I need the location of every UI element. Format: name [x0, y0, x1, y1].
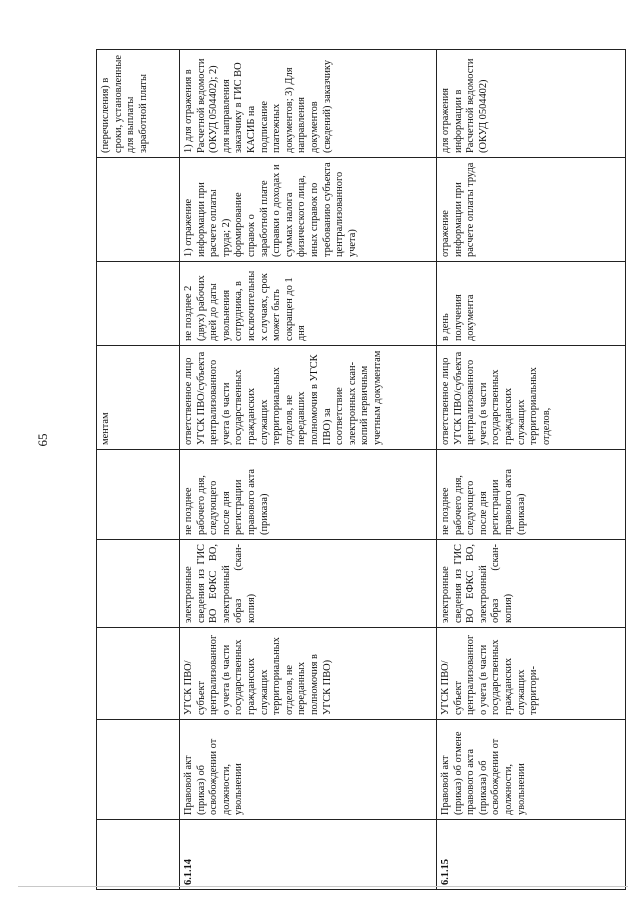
cell-name: Правовой акт (приказ) об освобождении от должности, увольнении	[180, 720, 437, 820]
document-table	[96, 49, 626, 890]
page-bottom-rule	[18, 886, 628, 887]
cell-maker: УГСК ПВО/субъект централизованного учета (в части государственных гражданских служащих территориальных отделов, не переданных полномочия в УГСК ПВО)	[180, 628, 437, 720]
cell-purpose: 1) отражение информации при расчете оплаты труда; 2) формирование справок о заработной плате (справки о доходах и суммах налога физического лица, иных справок по требованию субъекта централизованного учета)	[180, 158, 437, 262]
page-number: 65	[35, 433, 50, 447]
cell-name	[97, 720, 180, 820]
cell-result: для отражения информации в Расчетной ведомости (ОКУД 0504402)	[437, 50, 626, 158]
document-table-frame	[96, 50, 626, 890]
cell-code	[97, 820, 180, 890]
cell-process-term: не позднее 2 (двух) рабочих дней до даты увольнения сотрудника, в исключительных случаях, срок может быть сокращен до 1 дня	[180, 262, 437, 346]
cell-term: не позднее рабочего дня, следующего после дня регистрации правового акта (приказа)	[180, 450, 437, 540]
cell-receiver: ответственное лицо УГСК ПВО/субъекта централизованного учета (в части государственных гражданских служащих территориальных отделов, не передавших полномочия в УГСК ПВО) за соответствие электронных скан-копий первичным учетным документам	[180, 346, 437, 450]
cell-process-term: в день получения документа	[437, 262, 626, 346]
cell-code: 6.1.15	[437, 820, 626, 890]
cell-form: электронные сведения из ГИС ВО ЕФКС ВО, электронный образ (скан-копия)	[180, 540, 437, 628]
cell-form	[97, 540, 180, 628]
cell-code: 6.1.14	[180, 820, 437, 890]
cell-term	[97, 450, 180, 540]
cell-maker	[97, 628, 180, 720]
cell-result: (перечисления) в сроки, установленные для выплаты заработной платы	[97, 50, 180, 158]
cell-purpose	[97, 158, 180, 262]
cell-form: электронные сведения из ГИС ВО ЕФКС ВО, электронный образ (скан-копия)	[437, 540, 626, 628]
table-row	[180, 50, 437, 890]
cell-process-term	[97, 262, 180, 346]
table-row	[437, 50, 626, 890]
cell-maker: УГСК ПВО/субъект централизованного учета (в части государственных гражданских служащих территори-	[437, 628, 626, 720]
cell-receiver: ответственное лицо УГСК ПВО/субъекта централизованного учета (в части государственных гражданских служащих территориальных отделов,	[437, 346, 626, 450]
cell-term: не позднее рабочего дня, следующего после дня регистрации правового акта (приказа)	[437, 450, 626, 540]
table-row	[97, 50, 180, 890]
cell-receiver: ментам	[97, 346, 180, 450]
cell-purpose: отражение информации при расчете оплаты труда	[437, 158, 626, 262]
cell-name: Правовой акт (приказ) об отмене правового акта (приказа) об освобождении от должности, увольнении	[437, 720, 626, 820]
cell-result: 1) для отражения в Расчетной ведомости (ОКУД 0504402); 2) для направления заказчику в ГИС ВО КАСИБ на подписание платежных документов; 3) Для направления документов (сведений) заказчику	[180, 50, 437, 158]
